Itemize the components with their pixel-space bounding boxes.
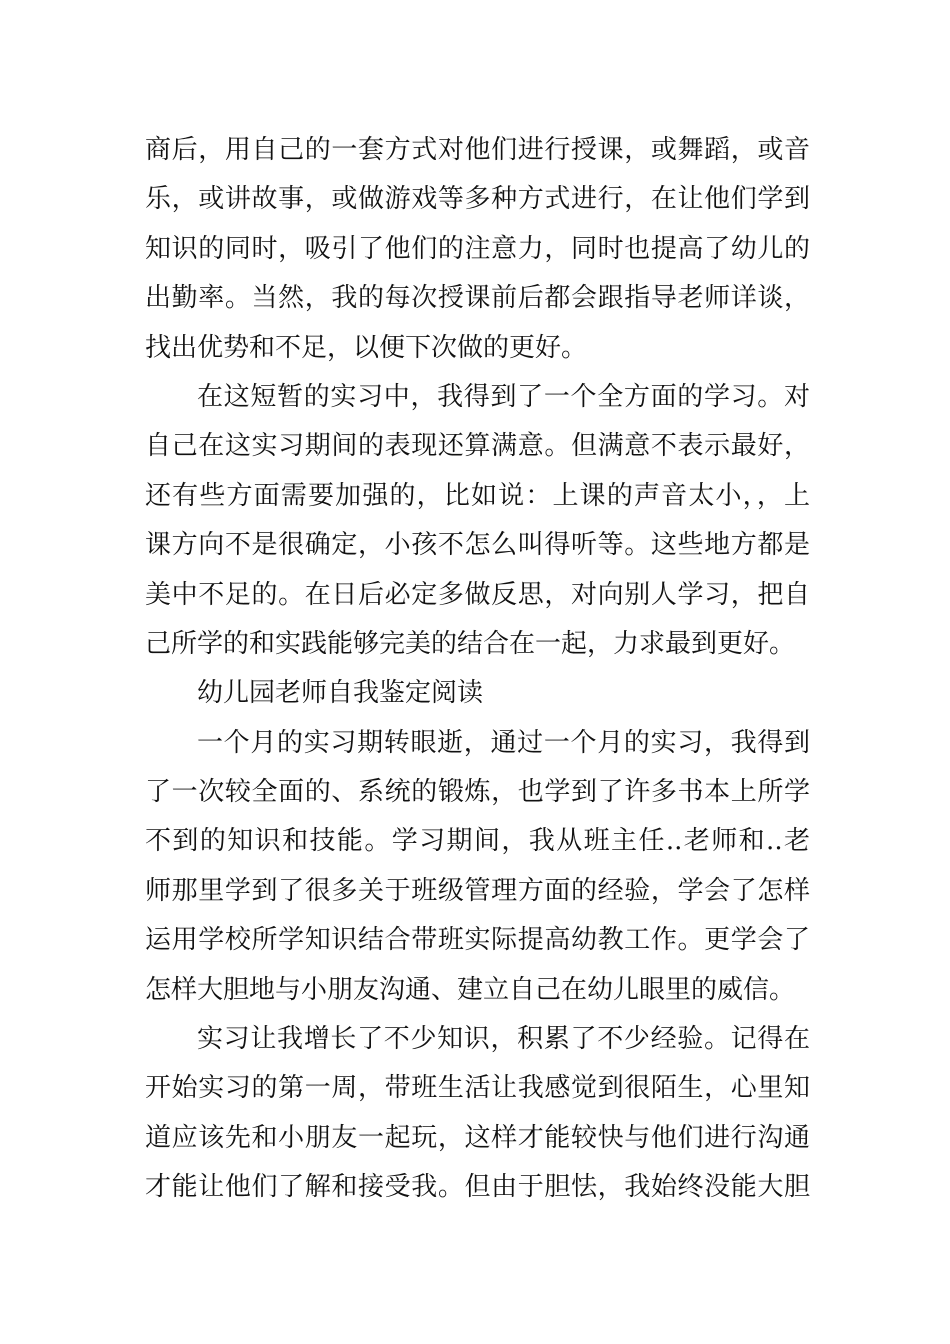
text-line: 出勤率。当然，我的每次授课前后都会跟指导老师详谈， [145,283,810,314]
text-line: 己所学的和实践能够完美的结合在一起，力求最到更好。 [145,628,796,659]
document-body [145,126,810,1213]
text-line: 找出优势和不足，以便下次做的更好。 [145,332,588,363]
text-line: 了一次较全面的、系统的锻炼，也学到了许多书本上所学 [145,777,810,808]
text-line: 师那里学到了很多关于班级管理方面的经验，学会了怎样 [145,875,810,906]
text-line: 开始实习的第一周，带班生活让我感觉到很陌生，心里知 [145,1073,810,1104]
text-line: 课方向不是很确定，小孩不怎么叫得听等。这些地方都是 [145,530,810,561]
text-line: 运用学校所学知识结合带班实际提高幼教工作。更学会了 [145,925,810,956]
text-line: 还有些方面需要加强的，比如说：上课的声音太小，，上 [145,480,810,511]
paragraph-first-line: 一个月的实习期转眼逝，通过一个月的实习，我得到 [197,727,810,758]
text-line: 知识的同时，吸引了他们的注意力，同时也提高了幼儿的 [145,233,810,264]
section-heading: 幼儿园老师自我鉴定阅读 [197,678,484,709]
text-line: 美中不足的。在日后必定多做反思，对向别人学习，把自 [145,579,810,610]
text-line: 才能让他们了解和接受我。但由于胆怯，我始终没能大胆 [145,1172,810,1203]
paragraph-first-line: 实习让我增长了不少知识，积累了不少经验。记得在 [197,1024,810,1055]
text-line: 自己在这实习期间的表现还算满意。但满意不表示最好， [145,431,810,462]
text-line: 道应该先和小朋友一起玩，这样才能较快与他们进行沟通 [145,1122,810,1153]
text-line: 商后，用自己的一套方式对他们进行授课，或舞蹈，或音 [145,135,810,165]
text-line: 不到的知识和技能。学习期间，我从班主任..老师和..老 [145,826,810,857]
text-line: 怎样大胆地与小朋友沟通、建立自己在幼儿眼里的威信。 [145,974,796,1005]
text-line: 乐，或讲故事，或做游戏等多种方式进行，在让他们学到 [145,184,810,215]
paragraph-first-line: 在这短暂的实习中，我得到了一个全方面的学习。对 [197,381,810,412]
